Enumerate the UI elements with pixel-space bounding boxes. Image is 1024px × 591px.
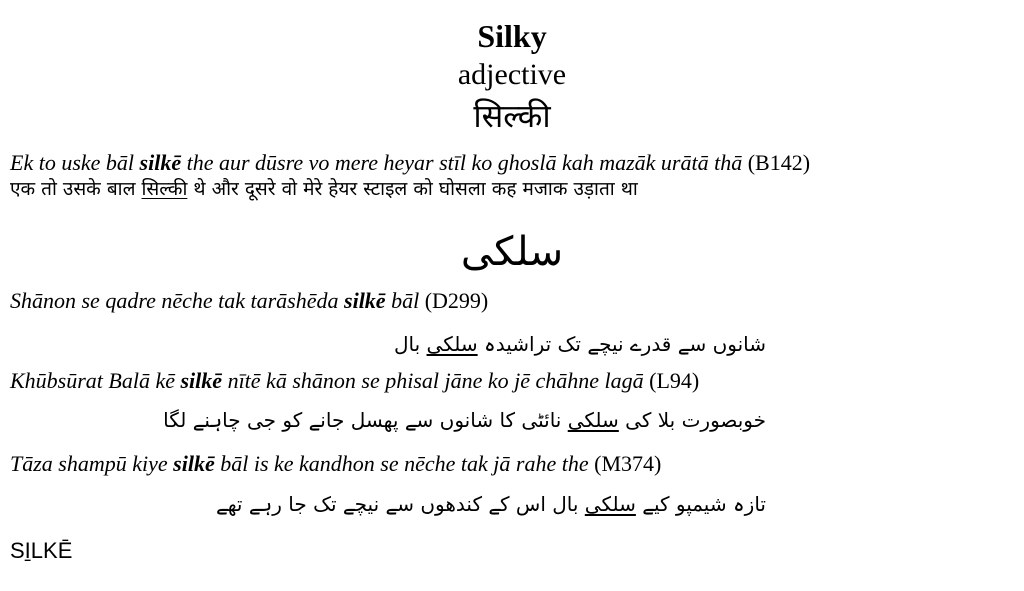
example-4-translit-term: silkē — [173, 451, 215, 476]
example-3-urdu-after: نائٹی کا شانوں سے پھسل جانے کو جی چاہنے لگا — [163, 408, 568, 432]
hindi-headword: सिल्की — [473, 97, 551, 135]
example-1-translit-before: Ek to uske bāl — [10, 150, 140, 175]
example-4-transliteration — [10, 453, 661, 475]
example-3-urdu-term: سلکی — [567, 408, 619, 432]
example-1-hindi-before: एक तो उसके बाल — [10, 178, 142, 200]
example-2-urdu-before: شانوں سے قدرے نیچے تک تراشیدہ — [477, 332, 766, 356]
example-2-translit-before: Shānon se qadre nēche tak tarāshēda — [10, 288, 345, 313]
example-1-hindi-term: सिल्की — [141, 178, 188, 200]
example-4-urdu-after: بال اس کے کندھوں سے نیچے تک جا رہے تھے — [215, 492, 585, 516]
example-1-reference: (B142) — [747, 150, 811, 175]
example-2-urdu-term: سلکی — [426, 332, 478, 356]
part-of-speech: adjective — [457, 58, 567, 91]
example-3-urdu — [163, 410, 766, 430]
example-3-translit-before: Khūbsūrat Balā kē — [10, 368, 181, 393]
example-2-urdu-after: بال — [393, 332, 427, 356]
example-4-urdu — [216, 494, 766, 514]
example-3-urdu-before: خوبصورت بلا کی — [618, 408, 766, 432]
example-2-urdu — [394, 334, 766, 354]
example-2-reference: (D299) — [424, 288, 489, 313]
example-3-reference: (L94) — [649, 368, 700, 393]
example-4-reference: (M374) — [594, 451, 662, 476]
example-1-transliteration — [10, 152, 810, 174]
headword: Silky — [477, 18, 547, 54]
example-2-transliteration — [10, 290, 488, 312]
example-3-transliteration — [10, 370, 699, 392]
example-4-urdu-term: سلکی — [584, 492, 636, 516]
urdu-headword: سلکی — [460, 229, 564, 275]
example-1-translit-after: the aur dūsre vo mere heyar stīl ko ghoslā kah mazāk urātā thā — [181, 150, 743, 175]
example-1-translit-term: silkē — [139, 150, 182, 175]
example-3-translit-term: silkē — [180, 368, 223, 393]
example-2-translit-after: bāl — [385, 288, 420, 313]
example-1-hindi-after: थे और दूसरे वो मेरे हेयर स्टाइल को घोसला कह मजाक उड़ाता था — [187, 178, 638, 200]
example-4-urdu-before: تازہ شیمپو کیے — [635, 492, 766, 516]
example-4-translit-after: bāl is ke kandhon se nēche tak jā rahe the — [214, 451, 589, 476]
entry-code: SI̱LKĒ — [10, 538, 73, 563]
example-4-translit-before: Tāza shampū kiye — [10, 451, 174, 476]
example-3-translit-after: nītē kā shānon se phisal jāne ko jē chāhne lagā — [222, 368, 644, 393]
example-2-translit-term: silkē — [344, 288, 386, 313]
example-1-hindi — [10, 180, 638, 199]
